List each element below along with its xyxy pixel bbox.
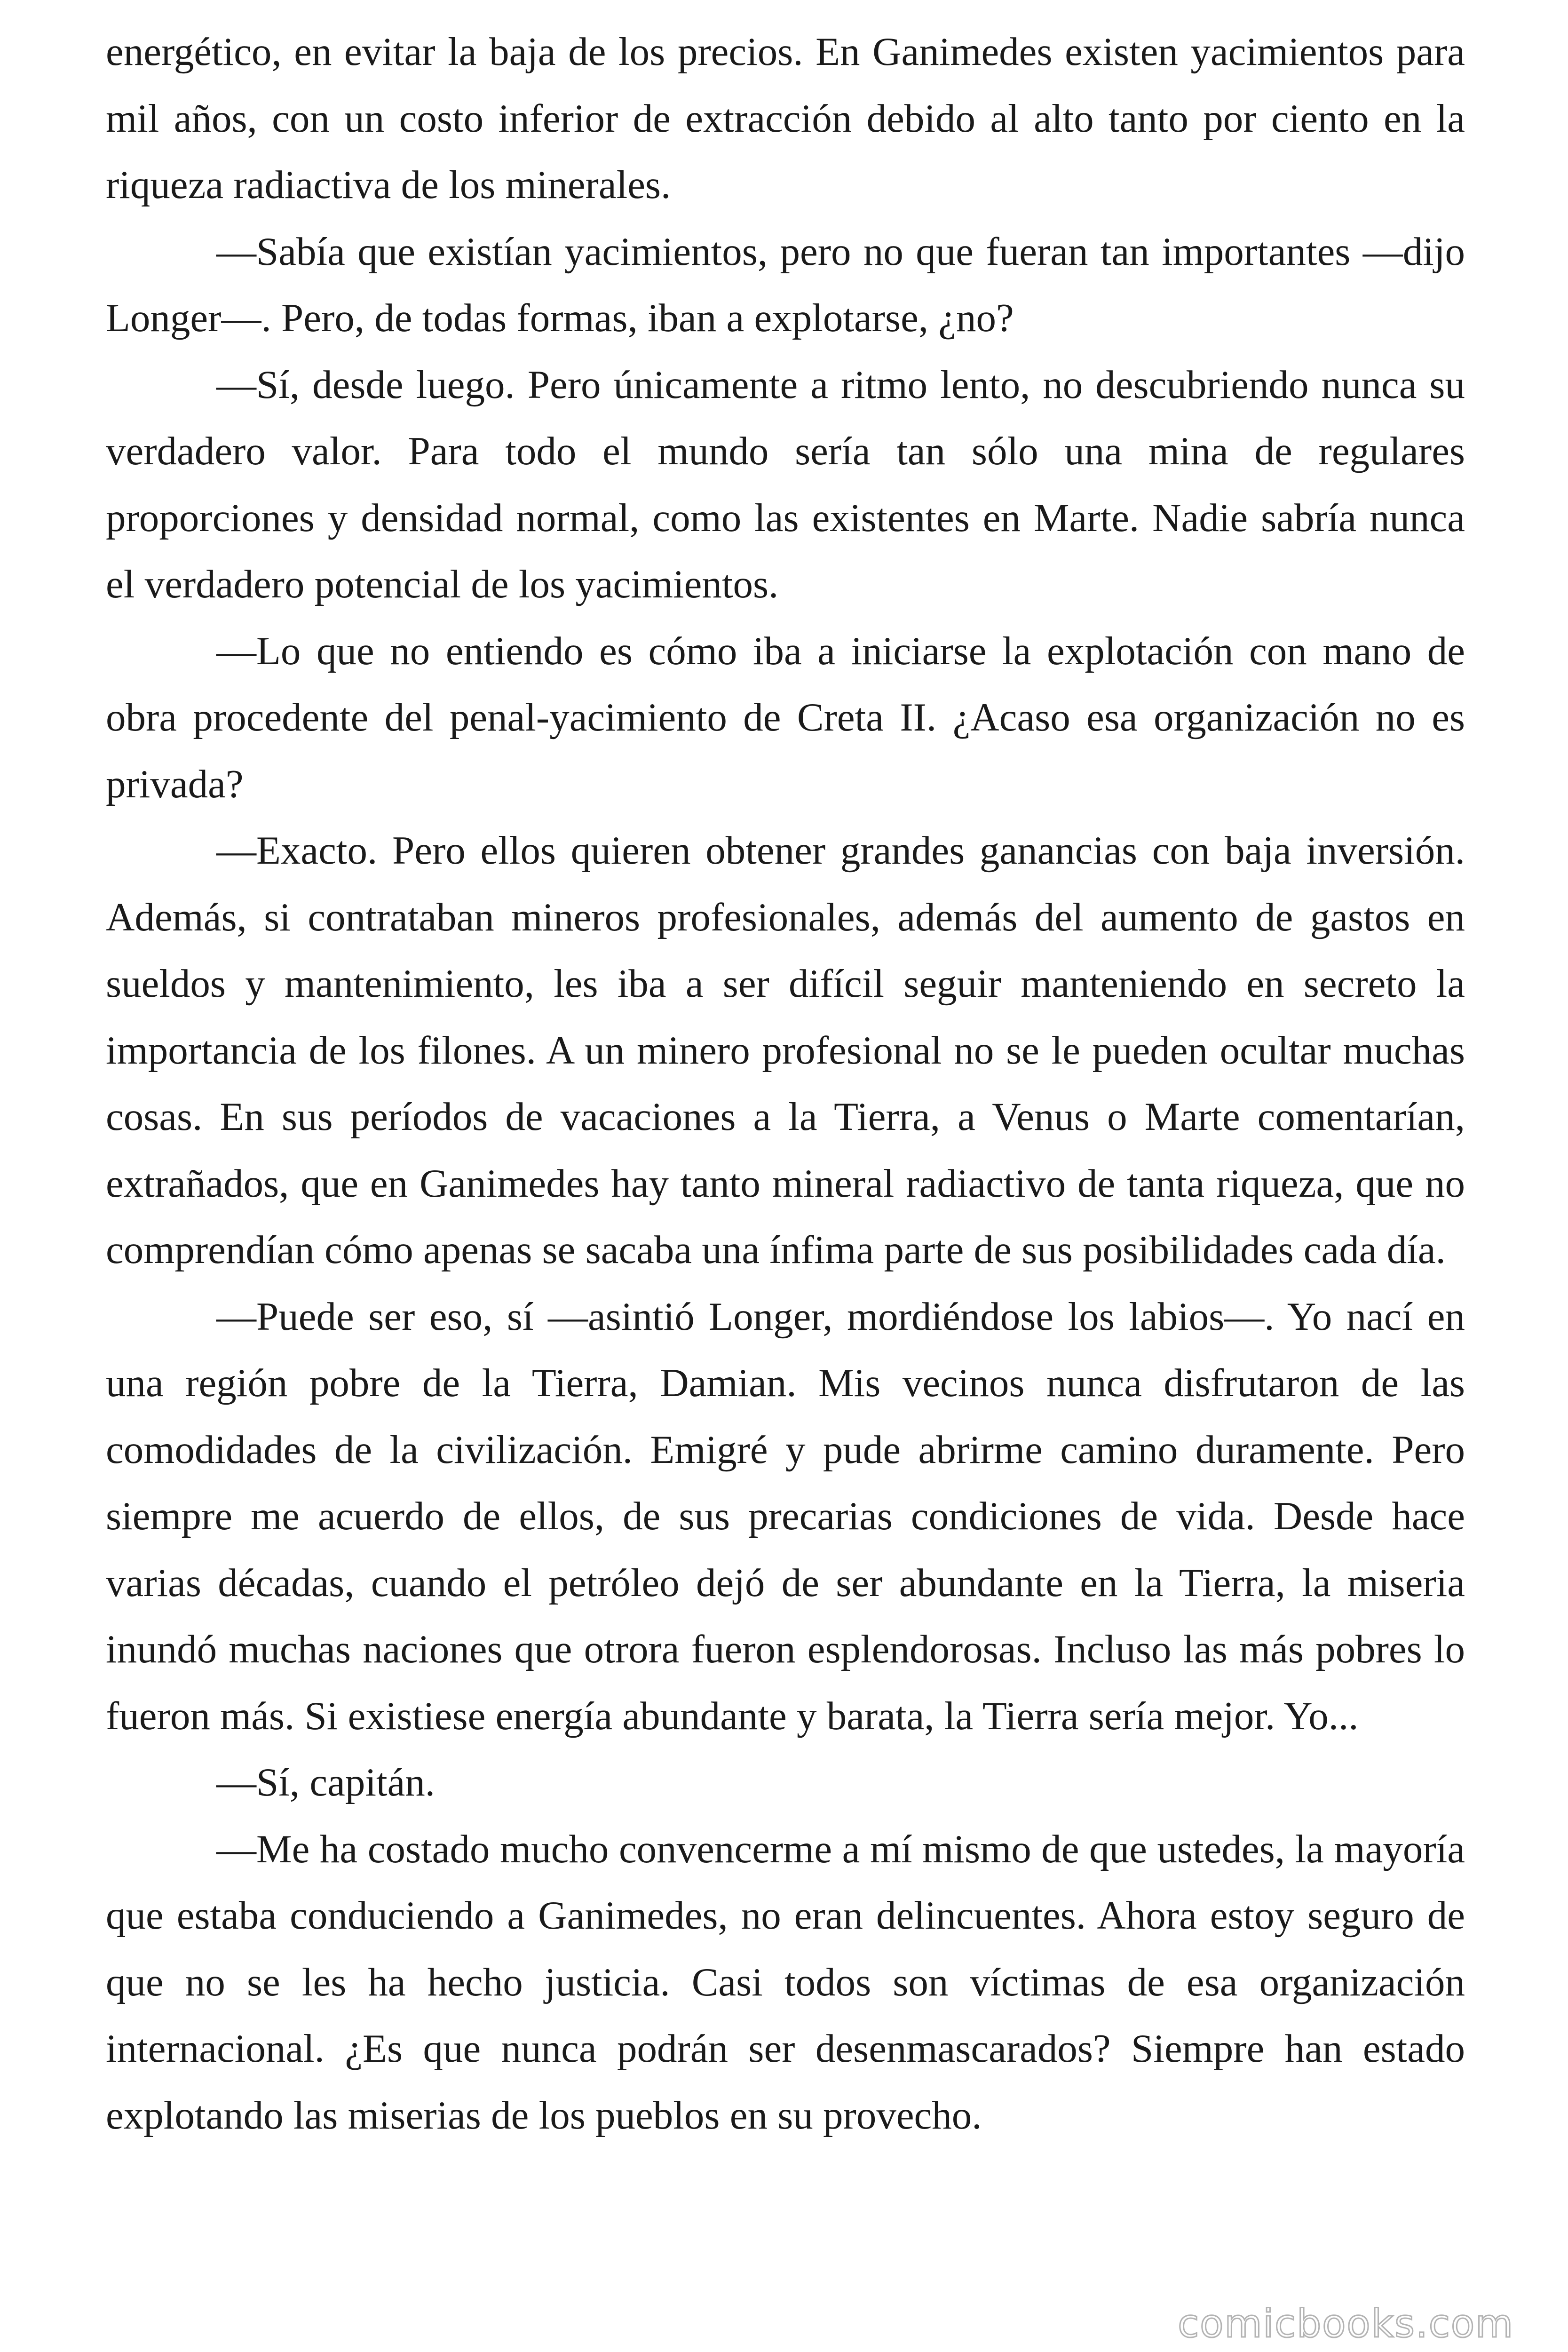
paragraph-4: —Lo que no entiendo es cómo iba a iniciarse la explotación con mano de obra procedente del penal-yacimiento de Creta II. ¿Acaso esa organización no es privada? (106, 628, 1465, 806)
page-body (106, 19, 1465, 2149)
watermark: comicbooks.com (1178, 2302, 1514, 2346)
paragraph-5: —Exacto. Pero ellos quieren obtener grandes ganancias con baja inversión. Además, si contrataban mineros profesionales, además del aumento de gastos en sueldos y mantenimiento, les iba a ser difícil seguir manteniendo en secreto la importancia de los filones. A un minero profesional no se le pueden ocultar muchas cosas. En sus períodos de vacaciones a la Tierra, a Venus o Marte comentarían, extrañados, que en Ganimedes hay tanto mineral radiactivo de tanta riqueza, que no comprendían cómo apenas se sacaba una ínfima parte de sus posibilidades cada día. (106, 828, 1465, 1272)
paragraph-6: —Puede ser eso, sí —asintió Longer, mordiéndose los labios—. Yo nací en una región pobre de la Tierra, Damian. Mis vecinos nunca disfrutaron de las comodidades de la civilización. Emigré y pude abrirme camino duramente. Pero siempre me acuerdo de ellos, de sus precarias condiciones de vida. Desde hace varias décadas, cuando el petróleo dejó de ser abundante en la Tierra, la miseria inundó muchas naciones que otrora fueron esplendorosas. Incluso las más pobres lo fueron más. Si existiese energía abundante y barata, la Tierra sería mejor. Yo... (106, 1294, 1465, 1738)
paragraph-1: energético, en evitar la baja de los precios. En Ganimedes existen yacimientos para mil años, con un costo inferior de extracción debido al alto tanto por ciento en la riqueza radiactiva de los minerales. (106, 30, 1465, 207)
paragraph-3: —Sí, desde luego. Pero únicamente a ritmo lento, no descubriendo nunca su verdadero valor. Para todo el mundo sería tan sólo una mina de regulares proporciones y densidad normal, como las existentes en Marte. Nadie sabría nunca el verdadero potencial de los yacimientos. (106, 362, 1465, 606)
paragraph-7: —Sí, capitán. (216, 1760, 436, 1804)
paragraph-2: —Sabía que existían yacimientos, pero no que fueran tan importantes —dijo Longer—. Pero, de todas formas, iban a explotarse, ¿no? (106, 229, 1465, 340)
paragraph-8: —Me ha costado mucho convencerme a mí mismo de que ustedes, la mayoría que estaba conduciendo a Ganimedes, no eran delincuentes. Ahora estoy seguro de que no se les ha hecho justicia. Casi todos son víctimas de esa organización internacional. ¿Es que nunca podrán ser desenmascarados? Siempre han estado explotando las miserias de los pueblos en su provecho. (106, 1827, 1465, 2137)
